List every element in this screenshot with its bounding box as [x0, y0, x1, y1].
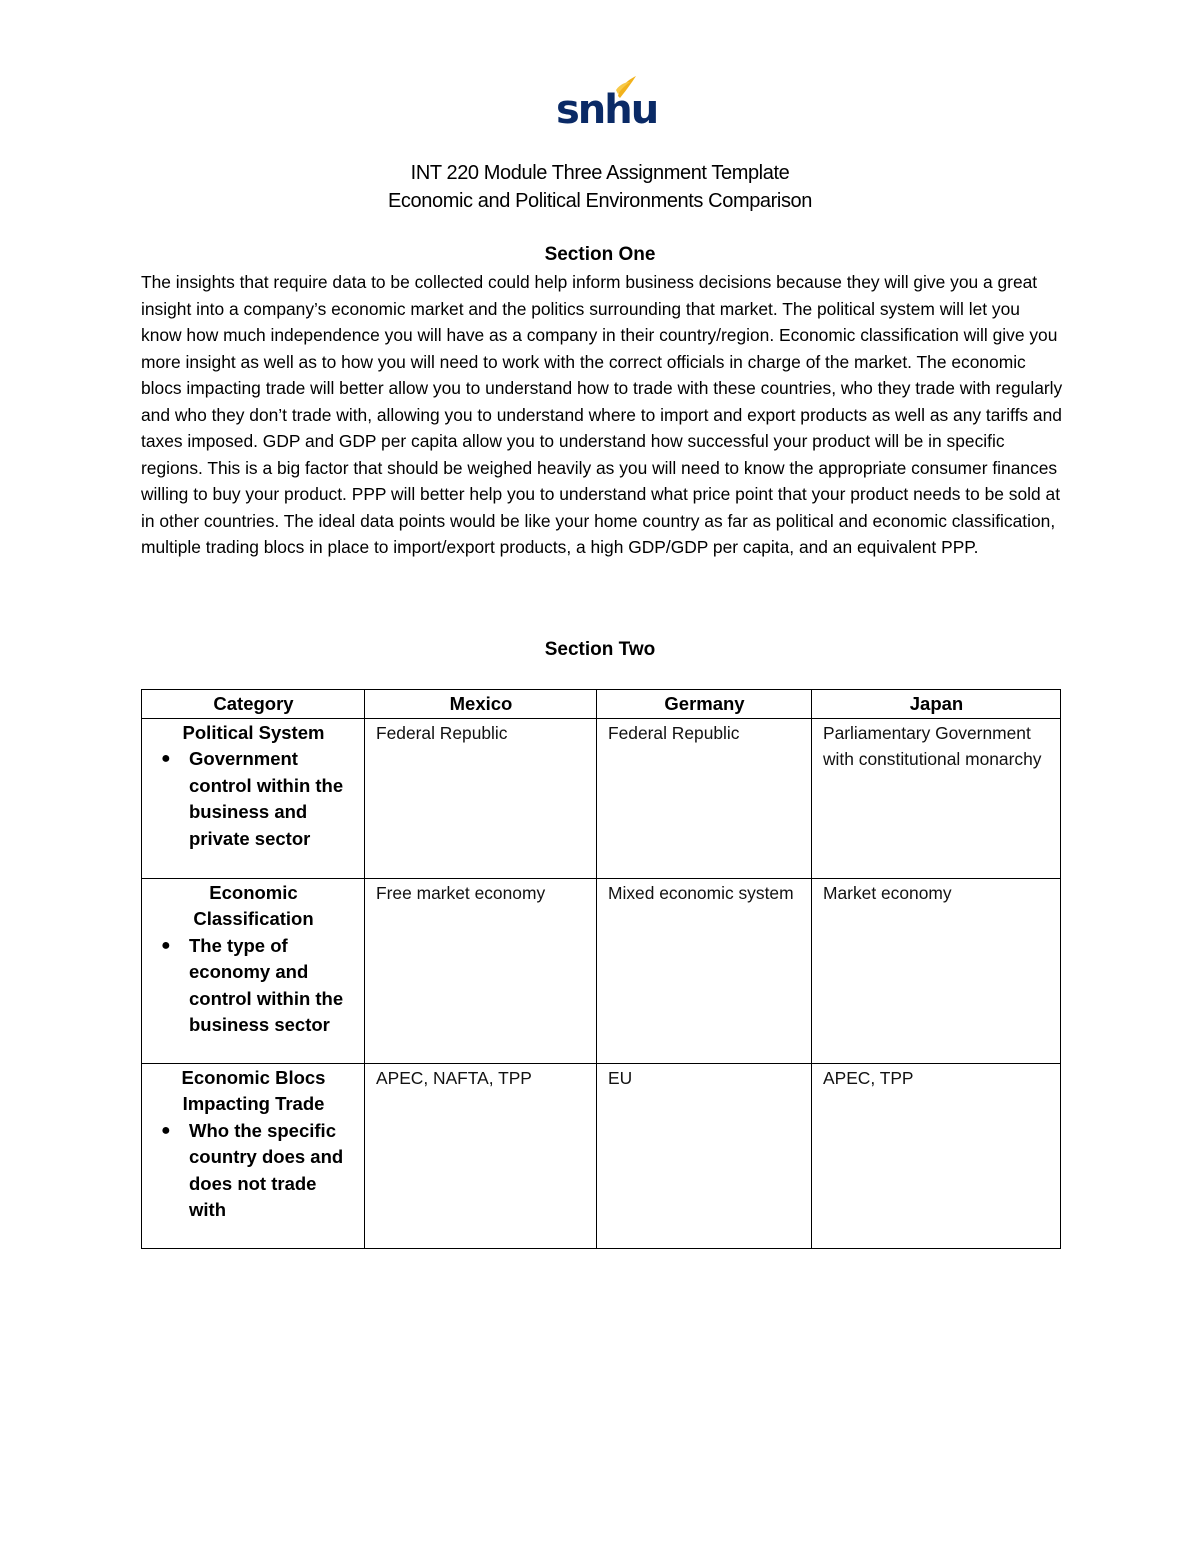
- category-bullet: [153, 933, 354, 1039]
- section-two-heading: Section Two: [544, 639, 656, 660]
- category-cell: [142, 718, 365, 878]
- header-mexico: Mexico: [365, 690, 597, 719]
- header-category: Category: [142, 690, 365, 719]
- table-header-row: [142, 690, 1061, 719]
- snhu-logo: [556, 74, 658, 133]
- comparison-table: [141, 689, 1061, 1249]
- header-japan: Japan: [812, 690, 1061, 719]
- bullet-text: The type of economy and control within the business sector: [189, 934, 344, 1035]
- table-row: [142, 718, 1061, 878]
- section-one-heading: Section One: [544, 244, 656, 265]
- document-subtitle: Economic and Political Environments Comparison: [387, 190, 813, 212]
- mexico-cell: Free market economy: [365, 878, 597, 1063]
- category-title: Economic Blocs Impacting Trade: [181, 1066, 326, 1114]
- japan-cell: Market economy: [812, 878, 1061, 1063]
- germany-cell: EU: [597, 1063, 812, 1248]
- bullet-icon: ●: [161, 750, 171, 767]
- category-title: Political System: [182, 721, 325, 743]
- bullet-text: Government control within the business and private sector: [189, 748, 344, 849]
- category-title: Economic Classification: [193, 881, 314, 929]
- mexico-cell: APEC, NAFTA, TPP: [365, 1063, 597, 1248]
- mexico-cell: Federal Republic: [365, 718, 597, 878]
- document-title: INT 220 Module Three Assignment Template: [410, 162, 790, 184]
- bullet-icon: ●: [161, 936, 171, 954]
- bullet-icon: ●: [161, 1121, 171, 1139]
- germany-cell: Federal Republic: [597, 718, 812, 878]
- category-cell: [142, 1063, 365, 1248]
- logo-wordmark: snhu: [556, 87, 658, 133]
- category-bullet: [153, 746, 354, 852]
- category-bullet: [153, 1118, 354, 1224]
- table-row: [142, 878, 1061, 1063]
- bullet-text: Who the specific country does and does not trade with: [189, 1119, 344, 1220]
- japan-cell: APEC, TPP: [812, 1063, 1061, 1248]
- header-germany: Germany: [597, 690, 812, 719]
- table-row: [142, 1063, 1061, 1248]
- category-cell: [142, 878, 365, 1063]
- section-one-paragraph: The insights that require data to be collected could help inform business decisions because they will give you a great insight into a company’s economic market and the politics surrounding that market. The political system will let you know how much independence you will have as a company in their country/region. Economic classification will give you more insight as well as to how you will need to work with the correct officials in charge of the market. The economic blocs impacting trade will better allow you to understand how to trade with these countries, who they trade with regularly and who they don’t trade with, allowing you to understand where to import and export products as well as any tariffs and taxes imposed. GDP and GDP per capita allow you to understand how successful your product will be in specific regions. This is a big factor that should be weighed heavily as you will need to know the appropriate consumer finances willing to buy your product. PPP will better help you to understand what price point that your product needs to be sold at in other countries. The ideal data points would be like your home country as far as political and economic classification, multiple trading blocs in place to import/export products, a high GDP/GDP per capita, and an equivalent PPP.: [141, 272, 1063, 557]
- japan-cell: Parliamentary Government with constitutional monarchy: [812, 718, 1061, 878]
- germany-cell: Mixed economic system: [597, 878, 812, 1063]
